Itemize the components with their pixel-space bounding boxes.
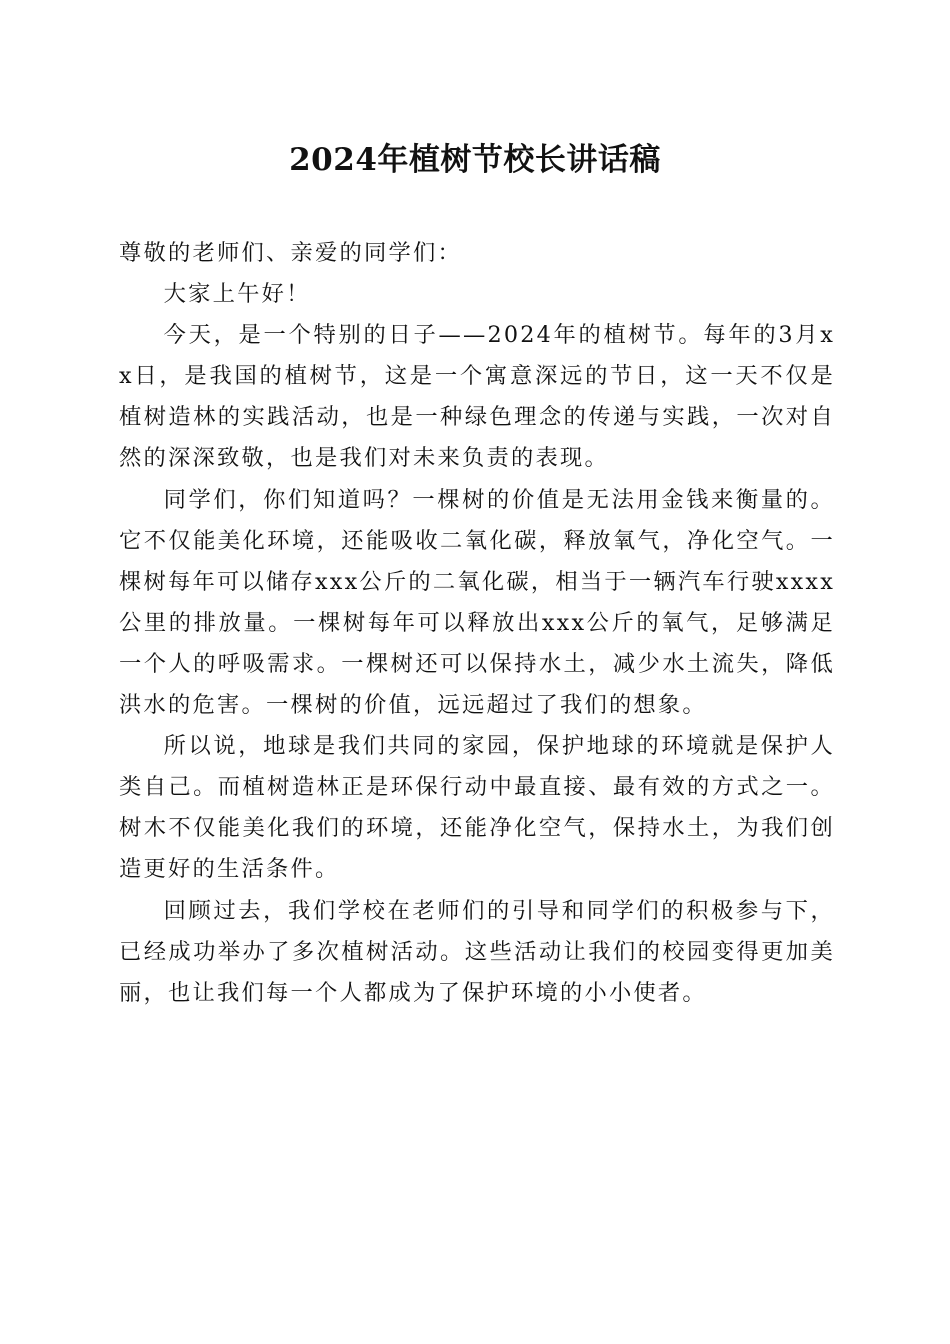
document-body xyxy=(119,233,835,1014)
paragraph-environment: 所以说，地球是我们共同的家园，保护地球的环境就是保护人类自己。而植树造林正是环保行动中最直接、最有效的方式之一。树木不仅能美化我们的环境，还能净化空气，保持水土，为我们创造更好的生活条件。 xyxy=(119,733,835,883)
salutation: 尊敬的老师们、亲爱的同学们： xyxy=(119,240,462,266)
paragraph-tree-value: 同学们，你们知道吗？一棵树的价值是无法用金钱来衡量的。它不仅能美化环境，还能吸收二氧化碳，释放氧气，净化空气。一棵树每年可以储存xxx公斤的二氧化碳，相当于一辆汽车行驶xxxx公里的排放量。一棵树每年可以释放出xxx公斤的氧气，足够满足一个人的呼吸需求。一棵树还可以保持水土，减少水土流失，降低洪水的危害。一棵树的价值，远远超过了我们的想象。 xyxy=(119,486,835,719)
document-title: 2024年植树节校长讲话稿 xyxy=(289,142,661,178)
paragraph-review: 回顾过去，我们学校在老师们的引导和同学们的积极参与下，已经成功举办了多次植树活动。这些活动让我们的校园变得更加美丽，也让我们每一个人都成为了保护环境的小小使者。 xyxy=(119,897,835,1006)
paragraph-intro: 今天，是一个特别的日子——2024年的植树节。每年的3月xx日，是我国的植树节，这是一个寓意深远的节日，这一天不仅是植树造林的实践活动，也是一种绿色理念的传递与实践，一次对自然的深深致敬，也是我们对未来负责的表现。 xyxy=(119,322,835,472)
paragraph-greeting: 大家上午好！ xyxy=(163,281,311,308)
